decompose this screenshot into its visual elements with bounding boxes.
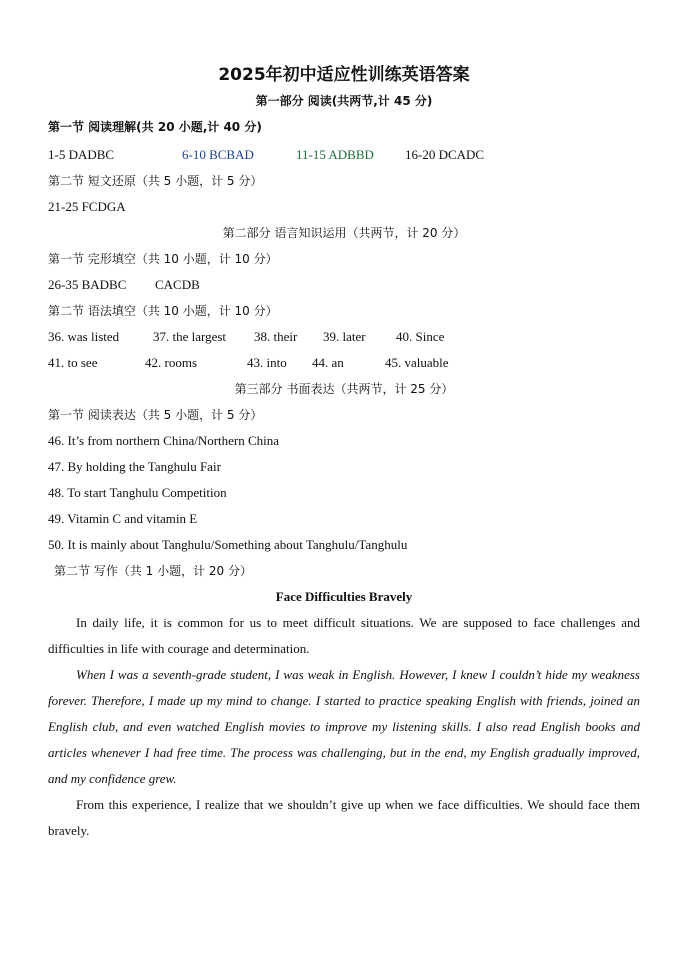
essay-paragraph-2: When I was a seventh-grade student, I was weak in English. However, I knew I couldn’t hide my weakness forever. Therefore, I made up my mind to change. I started to practice speaking English with friends, joined an English club, and even watched English movies to improve my listening skills. I also read English books and articles whenever I had free time. The process was challenging, but in the end, my English gradually improved, and my confidence grew. [48,667,640,786]
reading-answer-46: 46. It’s from northern China/Northern China [48,433,280,448]
answer-group: 6-10 BCBAD [182,147,254,162]
grammar-answer: 36. was listed [48,329,120,344]
reading-answer-50: 50. It is mainly about Tanghulu/Something about Tanghulu/Tanghulu [48,537,408,552]
reading-answer-47: 47. By holding the Tanghulu Fair [48,459,221,474]
essay-title: Face Difficulties Bravely [275,589,413,604]
essay-paragraph-1: In daily life, it is common for us to meet difficult situations. We are supposed to face challenges and difficulties in life with courage and determination. [48,615,640,656]
answer-group: CACDB [155,277,200,292]
answer-group: 26-35 BADBC [48,277,127,292]
part2-heading: 第二部分 语言知识运用（共两节，计 20 分） [222,226,466,240]
grammar-answer: 44. an [312,355,344,370]
grammar-answer: 37. the largest [153,329,227,344]
essay-paragraph-3: From this experience, I realize that we shouldn’t give up when we face difficulties. We should face them bravely. [48,797,640,838]
part1-sec2-heading: 第二节 短文还原（共 5 小题，计 5 分） [48,174,263,188]
part3-sec2-heading: 第二节 写作（共 1 小题，计 20 分） [54,564,252,578]
grammar-answer: 43. into [247,355,287,370]
answer-group: 16-20 DCADC [405,147,485,162]
answer-group: 1-5 DADBC [48,147,115,162]
reading-answer-48: 48. To start Tanghulu Competition [48,485,227,500]
reading-answer-49: 49. Vitamin C and vitamin E [48,511,198,526]
part3-sec1-heading: 第一节 阅读表达（共 5 小题，计 5 分） [48,408,263,422]
grammar-answer: 38. their [254,329,298,344]
grammar-answer: 45. valuable [385,355,449,370]
part2-sec2-heading: 第二节 语法填空（共 10 小题，计 10 分） [48,304,278,318]
answer-group: 11-15 ADBBD [296,147,374,162]
part1-heading: 第一部分 阅读(共两节,计 45 分) [255,94,433,108]
grammar-answer: 40. Since [396,329,445,344]
grammar-answer: 42. rooms [145,355,197,370]
part3-heading: 第三部分 书面表达（共两节，计 25 分） [234,382,454,396]
document-title: 2025年初中适应性训练英语答案 [218,65,470,85]
grammar-answer: 41. to see [48,355,98,370]
part1-sec2-answers: 21-25 FCDGA [48,199,126,214]
part1-sec1-heading: 第一节 阅读理解(共 20 小题,计 40 分) [48,120,262,134]
part2-sec1-heading: 第一节 完形填空（共 10 小题，计 10 分） [48,252,278,266]
grammar-answer: 39. later [323,329,366,344]
